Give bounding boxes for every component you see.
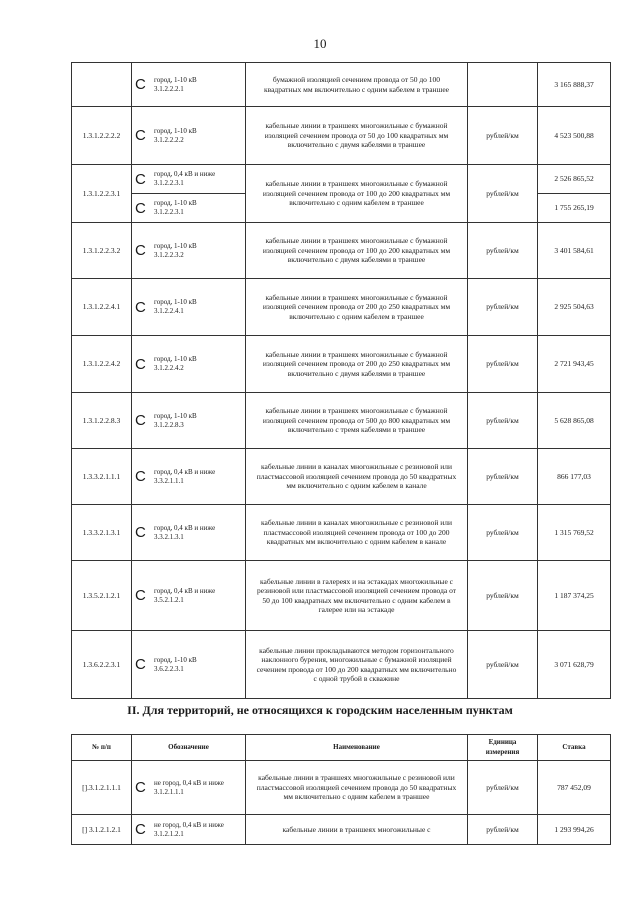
designation-code: 3.5.2.1.2.1 bbox=[154, 595, 184, 604]
designation-code: 3.3.2.1.1.1 bbox=[154, 476, 184, 485]
designation-cell bbox=[132, 631, 246, 699]
row-unit: рублей/км bbox=[468, 561, 538, 631]
row-unit: рублей/км bbox=[468, 165, 538, 223]
row-name: кабельные линии в траншеях многожильные с бумажной изоляцией сечением провода от 100 до 200 квадратных мм включительно с двумя кабелями в траншее bbox=[246, 223, 468, 279]
designation-line-1: город, 1-10 кВ bbox=[154, 355, 197, 363]
designation-cell bbox=[132, 194, 246, 223]
row-number: [].3.1.2.1.1.1 bbox=[72, 761, 132, 815]
designation-code: 3.1.2.1.2.1 bbox=[154, 829, 184, 838]
designation-letter: С bbox=[135, 127, 146, 144]
designation-line-1: не город, 0,4 кВ и ниже bbox=[154, 820, 224, 829]
table-row bbox=[72, 223, 611, 279]
row-unit: рублей/км bbox=[468, 107, 538, 165]
row-number: 1.3.6.2.2.3.1 bbox=[72, 631, 132, 699]
designation-cell bbox=[132, 279, 246, 336]
designation-code: 3.1.2.2.3.2 bbox=[154, 250, 184, 259]
row-name: кабельные линии в траншеях многожильные с бумажной изоляцией сечением провода от 50 до 100 квадратных мм включительно с двумя кабелями в траншее bbox=[246, 107, 468, 165]
designation-letter: С bbox=[135, 468, 146, 485]
designation-letter: С bbox=[135, 199, 146, 217]
table-row bbox=[72, 631, 611, 699]
designation-code: 3.1.2.2.3.1 bbox=[154, 208, 184, 216]
row-number: 1.3.1.2.2.8.3 bbox=[72, 393, 132, 449]
designation-code: 3.1.2.2.8.3 bbox=[154, 420, 184, 429]
designation-cell bbox=[132, 761, 246, 815]
designation-cell bbox=[132, 107, 246, 165]
row-rate: 2 526 865,52 bbox=[538, 165, 611, 194]
row-rate: 1 315 769,52 bbox=[538, 505, 611, 561]
designation-cell bbox=[132, 393, 246, 449]
designation-code: 3.1.2.2.2.2 bbox=[154, 135, 184, 144]
row-rate: 5 628 865,08 bbox=[538, 393, 611, 449]
table-row bbox=[72, 815, 611, 845]
row-rate: 3 401 584,61 bbox=[538, 223, 611, 279]
header-unit: Единица измерения bbox=[468, 735, 538, 761]
header-row bbox=[72, 735, 611, 761]
designation-line-1: город, 0,4 кВ и ниже bbox=[154, 467, 216, 476]
row-rate: 787 452,09 bbox=[538, 761, 611, 815]
designation-cell bbox=[132, 561, 246, 631]
designation-letter: С bbox=[135, 587, 146, 604]
row-unit: рублей/км bbox=[468, 505, 538, 561]
table-row bbox=[72, 393, 611, 449]
table-row bbox=[72, 107, 611, 165]
designation-line-1: не город, 0,4 кВ и ниже bbox=[154, 778, 224, 787]
row-number: 1.3.1.2.2.4.1 bbox=[72, 279, 132, 336]
table-row bbox=[72, 336, 611, 393]
row-unit: рублей/км bbox=[468, 449, 538, 505]
table-row bbox=[72, 449, 611, 505]
row-name: кабельные линии в каналах многожильные с резиновой или пластмассовой изоляцией сечением провода до 50 квадратных мм включительно с одним кабелем в канале bbox=[246, 449, 468, 505]
rates-table bbox=[71, 62, 611, 699]
row-unit: рублей/км bbox=[468, 393, 538, 449]
row-name: кабельные линии в траншеях многожильные с бумажной изоляцией сечением провода от 500 до 800 квадратных мм включительно с тремя кабелями в траншее bbox=[246, 393, 468, 449]
row-name: кабельные линии в траншеях многожильные с bbox=[246, 815, 468, 845]
table-row bbox=[72, 165, 611, 194]
row-name: кабельные линии в каналах многожильные с резиновой или пластмассовой изоляцией сечением провода от 100 до 200 квадратных мм включительно с одним кабелем в канале bbox=[246, 505, 468, 561]
designation-letter: С bbox=[135, 821, 146, 838]
row-unit: рублей/км bbox=[468, 279, 538, 336]
row-number: 1.3.1.2.2.3.2 bbox=[72, 223, 132, 279]
table-row bbox=[72, 279, 611, 336]
designation-letter: С bbox=[135, 656, 146, 673]
header-designation: Обозначение bbox=[132, 735, 246, 761]
designation-line-1: город, 1-10 кВ bbox=[154, 199, 197, 207]
page-number: 10 bbox=[313, 36, 327, 51]
designation-line-1: город, 1-10 кВ bbox=[154, 298, 197, 306]
header-name: Наименование bbox=[246, 735, 468, 761]
row-rate: 3 071 628,79 bbox=[538, 631, 611, 699]
designation-cell bbox=[132, 336, 246, 393]
table-row bbox=[72, 761, 611, 815]
designation-code: 3.1.2.1.1.1 bbox=[154, 787, 184, 796]
designation-letter: С bbox=[135, 242, 146, 259]
row-rate: 2 925 504,63 bbox=[538, 279, 611, 336]
row-rate: 1 187 374,25 bbox=[538, 561, 611, 631]
row-number: 1.3.1.2.2.2.2 bbox=[72, 107, 132, 165]
designation-code: 3.1.2.2.4.2 bbox=[154, 364, 184, 372]
designation-line-1: город, 1-10 кВ bbox=[154, 241, 197, 250]
row-rate: 2 721 943,45 bbox=[538, 336, 611, 393]
row-unit bbox=[468, 63, 538, 107]
designation-cell bbox=[132, 505, 246, 561]
designation-cell bbox=[132, 449, 246, 505]
row-number: [] 3.1.2.1.2.1 bbox=[72, 815, 132, 845]
header-num: № п/п bbox=[72, 735, 132, 761]
designation-letter: С bbox=[135, 779, 146, 796]
designation-letter: С bbox=[135, 524, 146, 541]
designation-letter: С bbox=[135, 412, 146, 429]
row-unit: рублей/км bbox=[468, 815, 538, 845]
table-row bbox=[72, 505, 611, 561]
row-number bbox=[72, 63, 132, 107]
designation-line-1: город, 0,4 кВ и ниже bbox=[154, 170, 216, 178]
designation-letter: С bbox=[135, 298, 146, 316]
row-rate: 3 165 888,37 bbox=[538, 63, 611, 107]
designation-line-1: город, 0,4 кВ и ниже bbox=[154, 523, 216, 532]
designation-line-1: город, 1-10 кВ bbox=[154, 75, 197, 84]
designation-cell bbox=[132, 815, 246, 845]
table-row bbox=[72, 63, 611, 107]
designation-line-1: город, 1-10 кВ bbox=[154, 411, 197, 420]
row-rate: 1 293 994,26 bbox=[538, 815, 611, 845]
row-rate: 4 523 500,88 bbox=[538, 107, 611, 165]
designation-code: 3.6.2.2.3.1 bbox=[154, 664, 184, 673]
row-number: 1.3.3.2.1.3.1 bbox=[72, 505, 132, 561]
designation-line-1: город, 0,4 кВ и ниже bbox=[154, 586, 216, 595]
row-name: кабельные линии в траншеях многожильные с бумажной изоляцией сечением провода от 200 до 250 квадратных мм включительно с одним кабелем в траншее bbox=[246, 279, 468, 336]
designation-code: 3.1.2.2.4.1 bbox=[154, 307, 184, 315]
row-unit: рублей/км bbox=[468, 761, 538, 815]
row-name: кабельные линии в траншеях многожильные с бумажной изоляцией сечением провода от 200 до 250 квадратных мм включительно с двумя кабелями в траншее bbox=[246, 336, 468, 393]
rural-rates-table bbox=[71, 734, 611, 845]
designation-cell bbox=[132, 223, 246, 279]
designation-letter: С bbox=[135, 76, 146, 93]
row-number: 1.3.1.2.2.4.2 bbox=[72, 336, 132, 393]
designation-line-1: город, 1-10 кВ bbox=[154, 655, 197, 664]
row-number: 1.3.5.2.1.2.1 bbox=[72, 561, 132, 631]
section-title: II. Для территорий, не относящихся к городским населенным пунктам bbox=[127, 703, 513, 717]
designation-code: 3.1.2.2.3.1 bbox=[154, 179, 184, 187]
row-name: кабельные линии в траншеях многожильные с бумажной изоляцией сечением провода от 100 до 200 квадратных мм включительно с одним кабелем в траншее bbox=[246, 165, 468, 223]
row-unit: рублей/км bbox=[468, 336, 538, 393]
row-unit: рублей/км bbox=[468, 223, 538, 279]
designation-code: 3.1.2.2.2.1 bbox=[154, 84, 184, 93]
designation-line-1: город, 1-10 кВ bbox=[154, 126, 197, 135]
row-number: 1.3.1.2.2.3.1 bbox=[72, 165, 132, 223]
table-row bbox=[72, 561, 611, 631]
row-number: 1.3.3.2.1.1.1 bbox=[72, 449, 132, 505]
designation-cell bbox=[132, 165, 246, 194]
row-name: кабельные линии прокладываются методом горизонтального наклонного бурения, многожильные с бумажной изоляцией сечением провода от 100 до 200 квадратных мм включительно с одной трубой в скважине bbox=[246, 631, 468, 699]
header-rate: Ставка bbox=[538, 735, 611, 761]
row-name: кабельные линии в галереях и на эстакадах многожильные с резиновой или пластмассовой изоляцией сечением провода от 50 до 100 квадратных мм включительно с одним кабелем в галерее или на эстакаде bbox=[246, 561, 468, 631]
row-name: бумажной изоляцией сечением провода от 50 до 100 квадратных мм включительно с одним кабелем в траншее bbox=[246, 63, 468, 107]
row-unit: рублей/км bbox=[468, 631, 538, 699]
designation-code: 3.3.2.1.3.1 bbox=[154, 532, 184, 541]
designation-letter: С bbox=[135, 355, 146, 373]
row-name: кабельные линии в траншеях многожильные с резиновой или пластмассовой изоляцией сечением провода до 50 квадратных мм включительно с одним кабелем в траншее bbox=[246, 761, 468, 815]
row-rate: 1 755 265,19 bbox=[538, 194, 611, 223]
designation-letter: С bbox=[135, 170, 146, 188]
designation-cell bbox=[132, 63, 246, 107]
row-rate: 866 177,03 bbox=[538, 449, 611, 505]
